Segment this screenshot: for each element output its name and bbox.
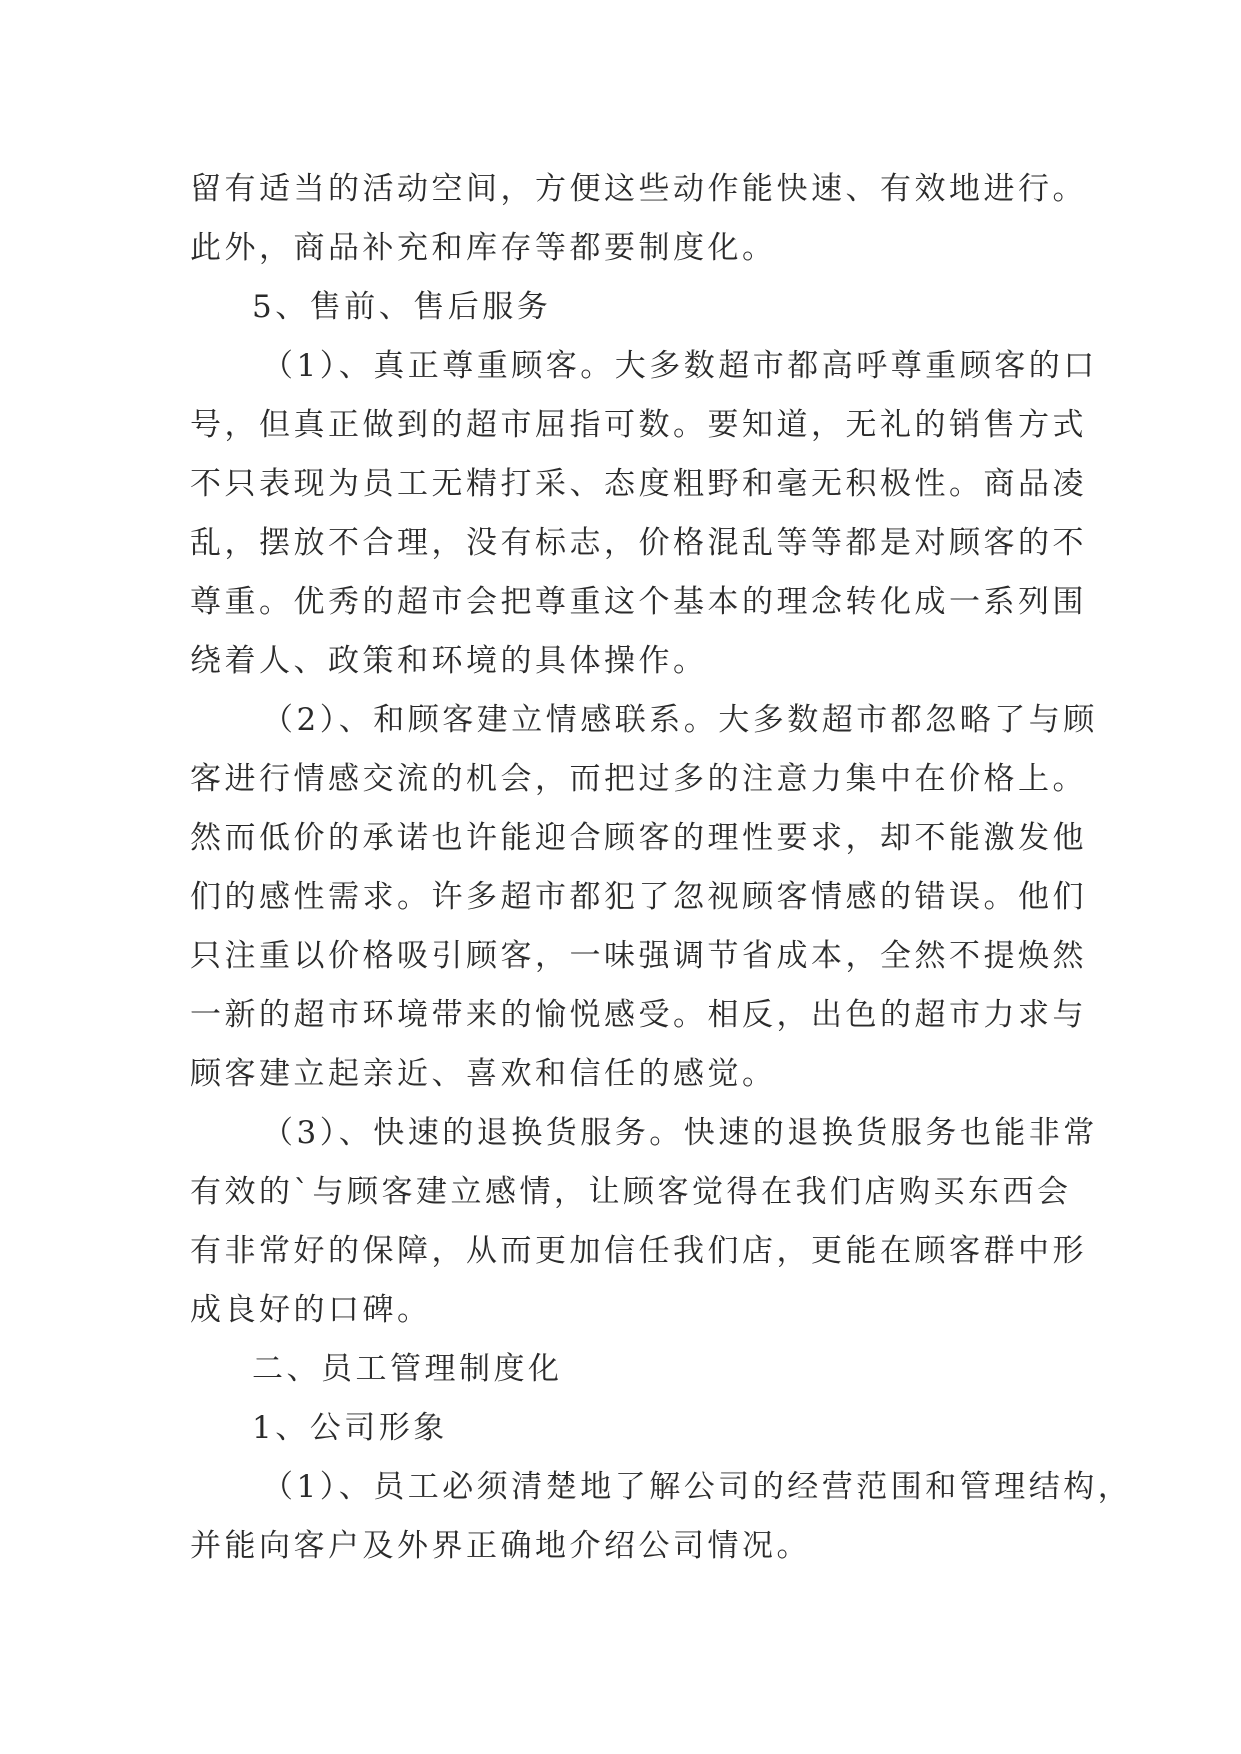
paragraph-line: 尊重。优秀的超市会把尊重这个基本的理念转化成一系列围 <box>190 584 1087 620</box>
paragraph-line: 只注重以价格吸引顾客，一味强调节省成本，全然不提焕然 <box>190 938 1087 974</box>
paragraph-line: 有效的`与顾客建立感情，让顾客觉得在我们店购买东西会 <box>190 1174 1072 1210</box>
paragraph-line: 不只表现为员工无精打采、态度粗野和毫无积极性。商品凌 <box>190 466 1087 502</box>
paragraph-line: 成良好的口碑。 <box>190 1292 432 1328</box>
paragraph-line: 客进行情感交流的机会，而把过多的注意力集中在价格上。 <box>190 761 1087 797</box>
section-heading: 二、员工管理制度化 <box>252 1351 563 1387</box>
paragraph-line: 乱，摆放不合理，没有标志，价格混乱等等都是对顾客的不 <box>190 525 1087 561</box>
paragraph-line: 顾客建立起亲近、喜欢和信任的感觉。 <box>190 1056 777 1092</box>
paragraph-line: 然而低价的承诺也许能迎合顾客的理性要求，却不能激发他 <box>190 820 1087 856</box>
paragraph-line: （1）、员工必须清楚地了解公司的经营范围和管理结构， <box>262 1469 1133 1505</box>
paragraph-line: 并能向客户及外界正确地介绍公司情况。 <box>190 1528 811 1564</box>
paragraph-line: 号，但真正做到的超市屈指可数。要知道，无礼的销售方式 <box>190 407 1087 443</box>
paragraph-line: 一新的超市环境带来的愉悦感受。相反，出色的超市力求与 <box>190 997 1087 1033</box>
subsection-heading: 1、公司形象 <box>252 1410 448 1446</box>
paragraph-line: 绕着人、政策和环境的具体操作。 <box>190 643 708 679</box>
paragraph-line: 此外，商品补充和库存等都要制度化。 <box>190 230 777 266</box>
paragraph-line: （1）、真正尊重顾客。大多数超市都高呼尊重顾客的口 <box>262 348 1098 384</box>
paragraph-line: （2）、和顾客建立情感联系。大多数超市都忽略了与顾 <box>262 702 1098 738</box>
document-body <box>190 160 1133 1576</box>
paragraph-line: （3）、快速的退换货服务。快速的退换货服务也能非常 <box>262 1115 1098 1151</box>
section-heading: 5、售前、售后服务 <box>252 289 552 325</box>
paragraph-line: 留有适当的活动空间，方便这些动作能快速、有效地进行。 <box>190 171 1087 207</box>
paragraph-line: 们的感性需求。许多超市都犯了忽视顾客情感的错误。他们 <box>190 879 1087 915</box>
paragraph-line: 有非常好的保障，从而更加信任我们店，更能在顾客群中形 <box>190 1233 1087 1269</box>
